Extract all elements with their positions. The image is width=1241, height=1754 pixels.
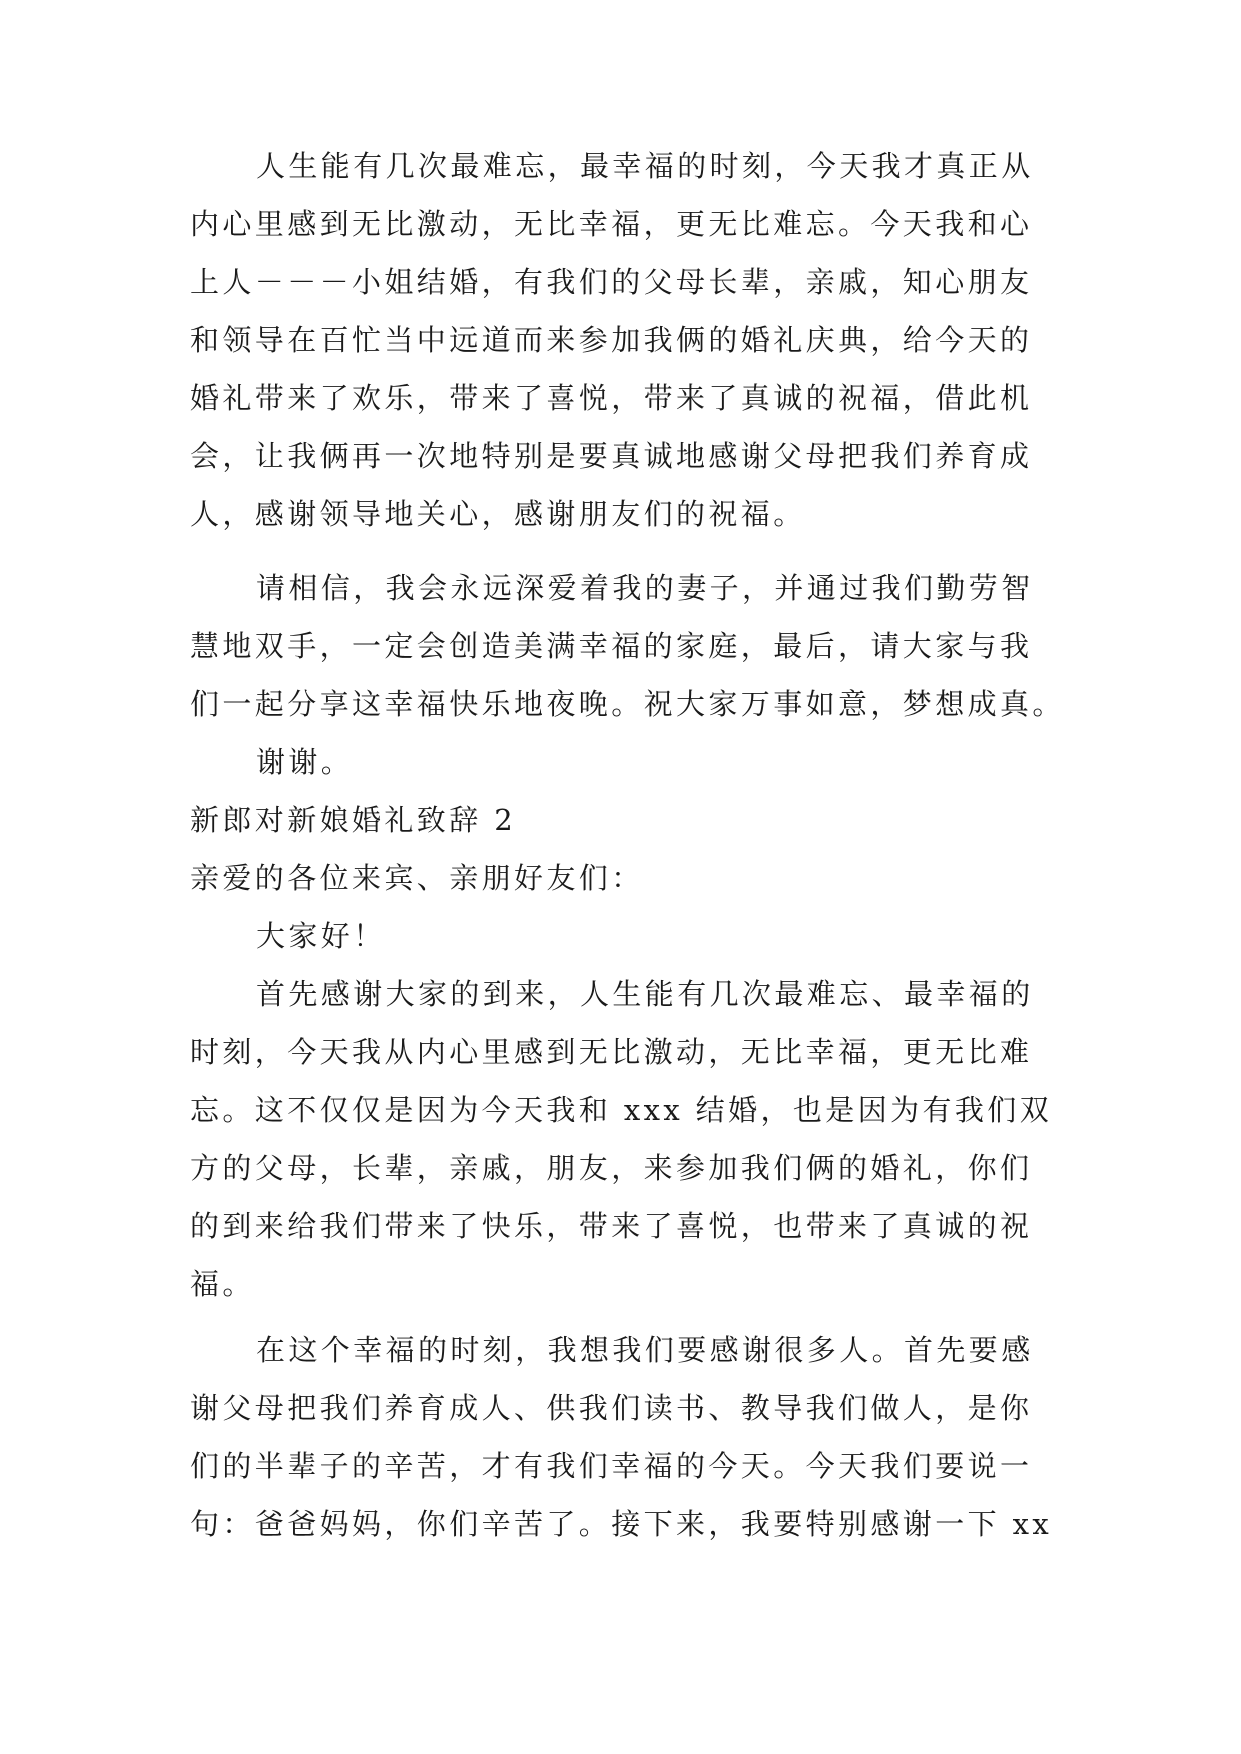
text-line: 人生能有几次最难忘，最幸福的时刻，今天我才真正从 bbox=[256, 149, 1034, 183]
text-line: 上人－－－小姐结婚，有我们的父母长辈，亲戚，知心朋友 bbox=[190, 265, 1033, 299]
text-line: 谢父母把我们养育成人、供我们读书、教导我们做人，是你 bbox=[190, 1391, 1033, 1425]
text-line: 首先感谢大家的到来，人生能有几次最难忘、最幸福的 bbox=[256, 977, 1034, 1011]
text-line: 婚礼带来了欢乐，带来了喜悦，带来了真诚的祝福，借此机 bbox=[190, 381, 1033, 415]
text-line: 内心里感到无比激动，无比幸福，更无比难忘。今天我和心 bbox=[190, 207, 1033, 241]
text-line: 的到来给我们带来了快乐，带来了喜悦，也带来了真诚的祝 bbox=[190, 1209, 1033, 1243]
text-line: 们的半辈子的辛苦，才有我们幸福的今天。今天我们要说一 bbox=[190, 1449, 1033, 1483]
text-line: 人，感谢领导地关心，感谢朋友们的祝福。 bbox=[190, 497, 806, 531]
text-line: 在这个幸福的时刻，我想我们要感谢很多人。首先要感 bbox=[256, 1333, 1034, 1367]
text-line: 句：爸爸妈妈，你们辛苦了。接下来，我要特别感谢一下 xx bbox=[190, 1507, 1053, 1541]
salutation: 亲爱的各位来宾、亲朋好友们： bbox=[190, 861, 644, 895]
text-line: 慧地双手，一定会创造美满幸福的家庭，最后，请大家与我 bbox=[190, 629, 1033, 663]
text-line: 请相信，我会永远深爱着我的妻子，并通过我们勤劳智 bbox=[256, 571, 1034, 605]
text-line: 时刻，今天我从内心里感到无比激动，无比幸福，更无比难 bbox=[190, 1035, 1033, 1069]
greeting: 大家好！ bbox=[256, 919, 386, 953]
text-line: 会，让我俩再一次地特别是要真诚地感谢父母把我们养育成 bbox=[190, 439, 1033, 473]
text-line: 谢谢。 bbox=[256, 745, 354, 779]
text-line: 忘。这不仅仅是因为今天我和 xxx 结婚，也是因为有我们双 bbox=[190, 1093, 1053, 1127]
text-line: 和领导在百忙当中远道而来参加我俩的婚礼庆典，给今天的 bbox=[190, 323, 1033, 357]
section-heading: 新郎对新娘婚礼致辞 2 bbox=[190, 803, 517, 837]
text-line: 福。 bbox=[190, 1267, 255, 1301]
text-line: 方的父母，长辈，亲戚，朋友，来参加我们俩的婚礼，你们 bbox=[190, 1151, 1033, 1185]
text-line: 们一起分享这幸福快乐地夜晚。祝大家万事如意，梦想成真。 bbox=[190, 687, 1065, 721]
